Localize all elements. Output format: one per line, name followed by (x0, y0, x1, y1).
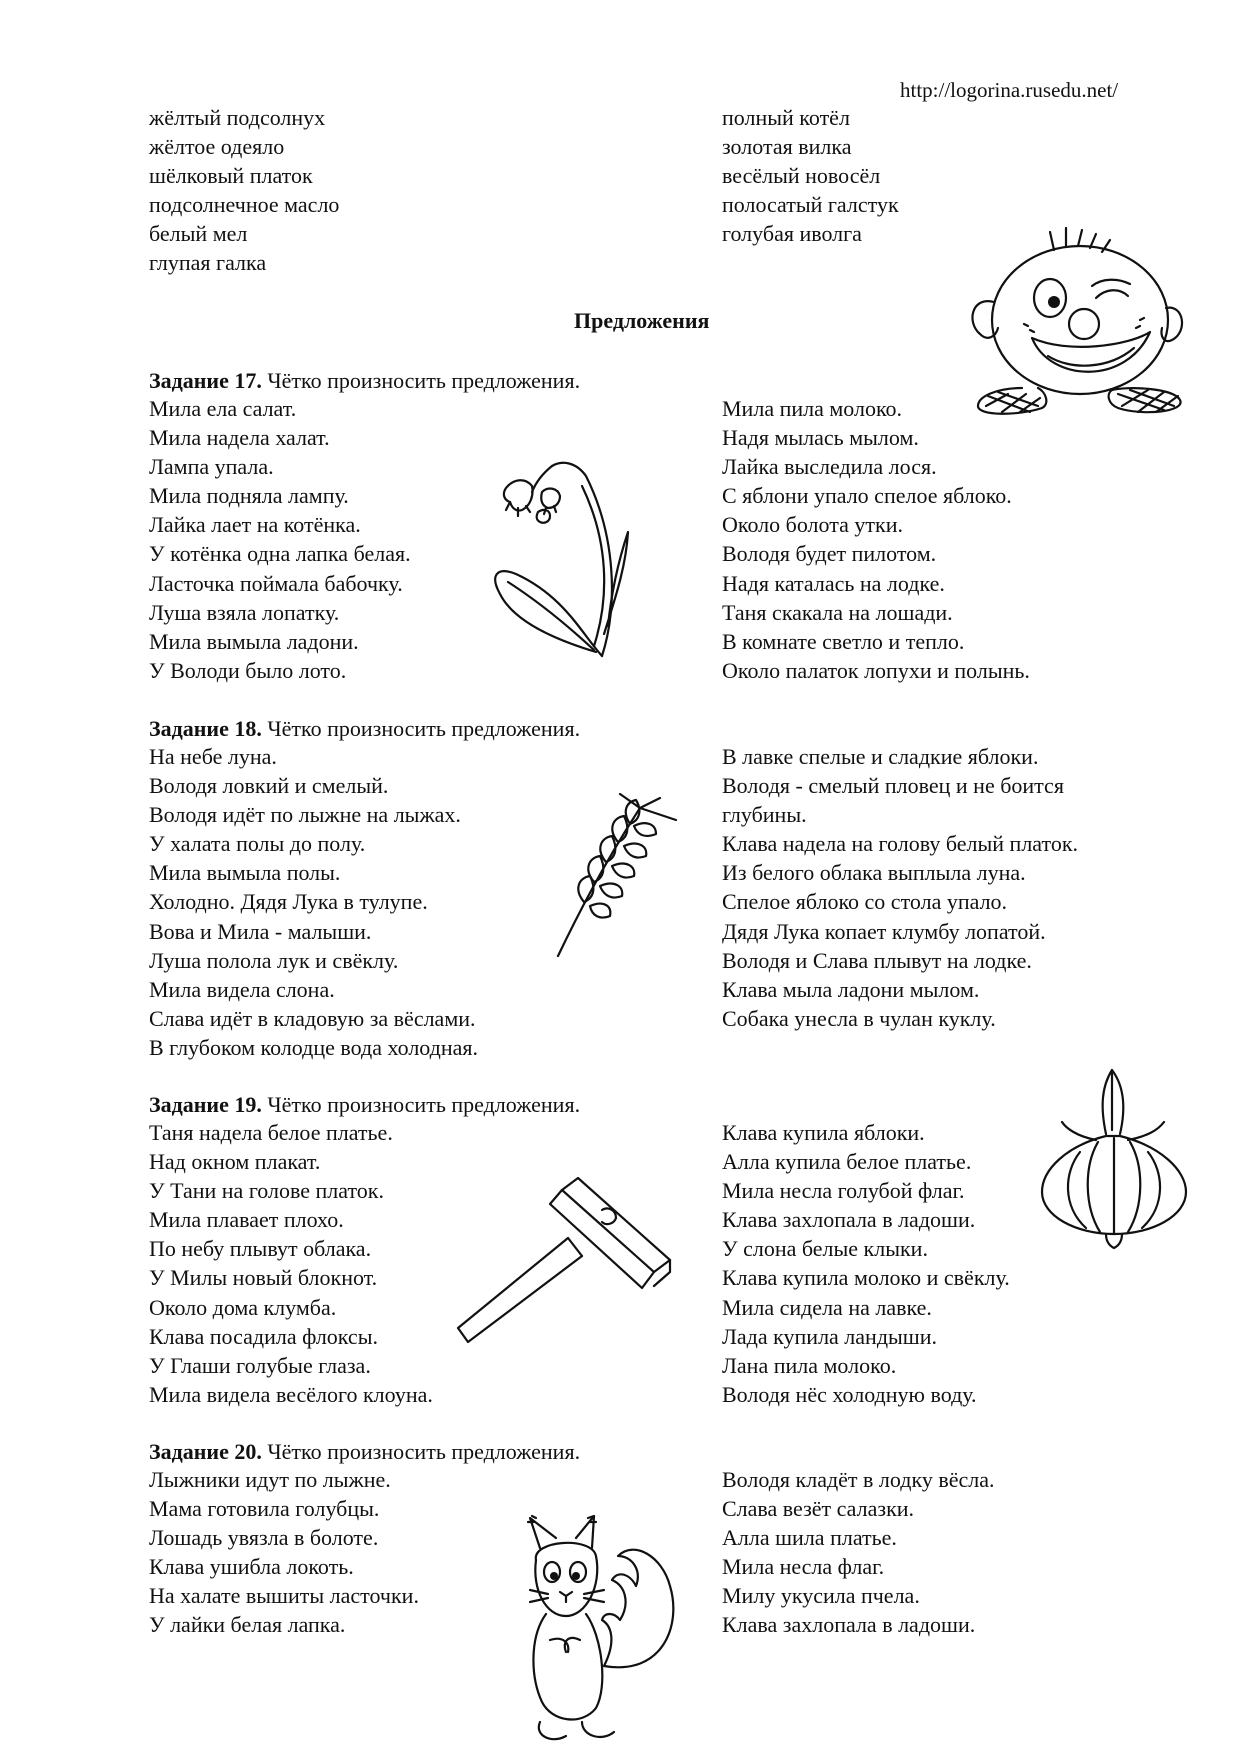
list-item: Клава посадила флоксы. (149, 1323, 378, 1349)
phrases-left-column (149, 103, 339, 278)
list-item: У Глаши голубые глаза. (149, 1352, 371, 1378)
task-18-right-column (722, 742, 1078, 1033)
task-20-heading (149, 1437, 580, 1466)
task-instruction: Чётко произносить предложения. (267, 716, 581, 741)
list-item: Холодно. Дядя Лука в тулупе. (149, 889, 428, 915)
list-item: Лана пила молоко. (722, 1352, 897, 1378)
list-item: Около палаток лопухи и полынь. (722, 657, 1030, 683)
list-item: Мила плавает плохо. (149, 1207, 344, 1233)
list-item: Таня скакала на лошади. (722, 599, 953, 625)
list-item: Мила пила молоко. (722, 396, 903, 421)
list-item: На небе луна. (149, 744, 277, 769)
list-item: голубая иволга (722, 221, 862, 247)
task-18-left-column (149, 742, 478, 1062)
list-item: Собака унесла в чулан куклу. (722, 1005, 996, 1031)
list-item: Клава мыла ладони мылом. (722, 976, 980, 1002)
list-item: Из белого облака выплыла луна. (722, 860, 1026, 886)
list-item: На халате вышиты ласточки. (149, 1583, 419, 1609)
list-item: полный котёл (722, 105, 850, 130)
task-19-heading (149, 1090, 580, 1119)
list-item: В комнате светло и тепло. (722, 628, 965, 654)
task-19-right-column (722, 1118, 1010, 1409)
list-item: У лайки белая лапка. (149, 1612, 346, 1638)
list-item: Лайка лает на котёнка. (149, 512, 361, 538)
list-item: белый мел (149, 221, 248, 247)
task-label: Задание 18. (149, 716, 262, 741)
list-item: Слава везёт салазки. (722, 1496, 915, 1522)
list-item: Алла купила белое платье. (722, 1149, 972, 1175)
list-item: В лавке спелые и сладкие яблоки. (722, 744, 1039, 769)
list-item: У Тани на голове платок. (149, 1178, 384, 1204)
lily-of-the-valley-illustration (486, 456, 636, 662)
list-item: Алла шила платье. (722, 1525, 897, 1551)
list-item: У Володи было лото. (149, 657, 347, 683)
task-20-left-column (149, 1465, 419, 1640)
list-item: У Милы новый блокнот. (149, 1265, 378, 1291)
list-item: Милу укусила пчела. (722, 1583, 920, 1609)
list-item: Около дома клумба. (149, 1294, 337, 1320)
list-item: Клава захлопала в ладоши. (722, 1612, 976, 1638)
list-item: Лыжники идут по лыжне. (149, 1467, 391, 1492)
task-label: Задание 19. (149, 1092, 262, 1117)
list-item: Лайка выследила лося. (722, 454, 937, 480)
list-item: Клава захлопала в ладоши. (722, 1207, 976, 1233)
list-item: Надя мылась мылом. (722, 425, 919, 451)
list-item: Мама готовила голубцы. (149, 1496, 380, 1522)
task-19-left-column (149, 1118, 433, 1409)
list-item: Володя будет пилотом. (722, 541, 937, 567)
task-label: Задание 20. (149, 1439, 262, 1464)
list-item: Володя нёс холодную воду. (722, 1381, 977, 1407)
list-item: Мила несла голубой флаг. (722, 1178, 965, 1204)
list-item: Дядя Лука копает клумбу лопатой. (722, 918, 1046, 944)
wheat-ear-illustration (550, 790, 680, 962)
squirrel-illustration (522, 1516, 684, 1748)
list-item: Спелое яблоко со стола упало. (722, 889, 1008, 915)
list-item: жёлтый подсолнух (149, 105, 326, 130)
list-item: Ласточка поймала бабочку. (149, 570, 403, 596)
list-item: весёлый новосёл (722, 163, 881, 189)
list-item: Клава купила молоко и свёклу. (722, 1265, 1010, 1291)
list-item: Мила ела салат. (149, 396, 297, 421)
list-item: В глубоком колодце вода холодная. (149, 1034, 479, 1060)
list-item: Таня надела белое платье. (149, 1120, 393, 1145)
list-item: Лошадь увязла в болоте. (149, 1525, 379, 1551)
list-item: С яблони упало спелое яблоко. (722, 483, 1012, 509)
list-item: Володя и Слава плывут на лодке. (722, 947, 1032, 973)
list-item: Мила сидела на лавке. (722, 1294, 932, 1320)
list-item: полосатый галстук (722, 192, 899, 218)
list-item: У халата полы до полу. (149, 831, 366, 857)
list-item: Мила видела весёлого клоуна. (149, 1381, 433, 1407)
list-item: глубины. (722, 802, 807, 828)
list-item: Мила вымыла полы. (149, 860, 341, 886)
list-item: Клава надела на голову белый платок. (722, 831, 1079, 857)
list-item: Слава идёт в кладовую за вёслами. (149, 1005, 476, 1031)
list-item: Мила несла флаг. (722, 1554, 885, 1580)
list-item: Над окном плакат. (149, 1149, 321, 1175)
smiling-face-illustration (958, 228, 1190, 418)
phrases-right-column (722, 103, 899, 248)
task-instruction: Чётко произносить предложения. (267, 368, 581, 393)
list-item: Володя ловкий и смелый. (149, 773, 389, 799)
list-item: Володя идёт по лыжне на лыжах. (149, 802, 461, 828)
task-18-heading (149, 714, 580, 743)
list-item: Клава ушибла локоть. (149, 1554, 354, 1580)
list-item: Володя - смелый пловец и не боится (722, 773, 1064, 799)
list-item: глупая галка (149, 250, 267, 276)
list-item: подсолнечное масло (149, 192, 340, 218)
list-item: Луша полола лук и свёклу. (149, 947, 399, 973)
list-item: По небу плывут облака. (149, 1236, 372, 1262)
list-item: Луша взяла лопатку. (149, 599, 340, 625)
list-item: золотая вилка (722, 134, 852, 160)
list-item: Мила вымыла ладони. (149, 628, 359, 654)
list-item: Мила видела слона. (149, 976, 335, 1002)
task-label: Задание 17. (149, 368, 262, 393)
list-item: Лада купила ландыши. (722, 1323, 938, 1349)
list-item: Клава купила яблоки. (722, 1120, 925, 1145)
list-item: Надя каталась на лодке. (722, 570, 945, 596)
task-17-heading (149, 366, 580, 395)
task-17-right-column (722, 394, 1030, 685)
hammer-illustration (456, 1176, 678, 1352)
list-item: У слона белые клыки. (722, 1236, 928, 1262)
section-title: Предложения (574, 308, 710, 333)
task-17-left-column (149, 394, 411, 685)
list-item: У котёнка одна лапка белая. (149, 541, 411, 567)
task-20-right-column (722, 1465, 995, 1640)
task-instruction: Чётко произносить предложения. (267, 1092, 581, 1117)
list-item: жёлтое одеяло (149, 134, 285, 160)
list-item: Лампа упала. (149, 454, 274, 480)
task-instruction: Чётко произносить предложения. (267, 1439, 581, 1464)
list-item: Мила подняла лампу. (149, 483, 349, 509)
list-item: Вова и Мила - малыши. (149, 918, 372, 944)
list-item: Около болота утки. (722, 512, 903, 538)
onion-illustration (1036, 1066, 1192, 1250)
source-url: http://logorina.rusedu.net/ (900, 78, 1119, 102)
list-item: Мила надела халат. (149, 425, 330, 451)
list-item: Володя кладёт в лодку вёсла. (722, 1467, 995, 1492)
list-item: шёлковый платок (149, 163, 313, 189)
